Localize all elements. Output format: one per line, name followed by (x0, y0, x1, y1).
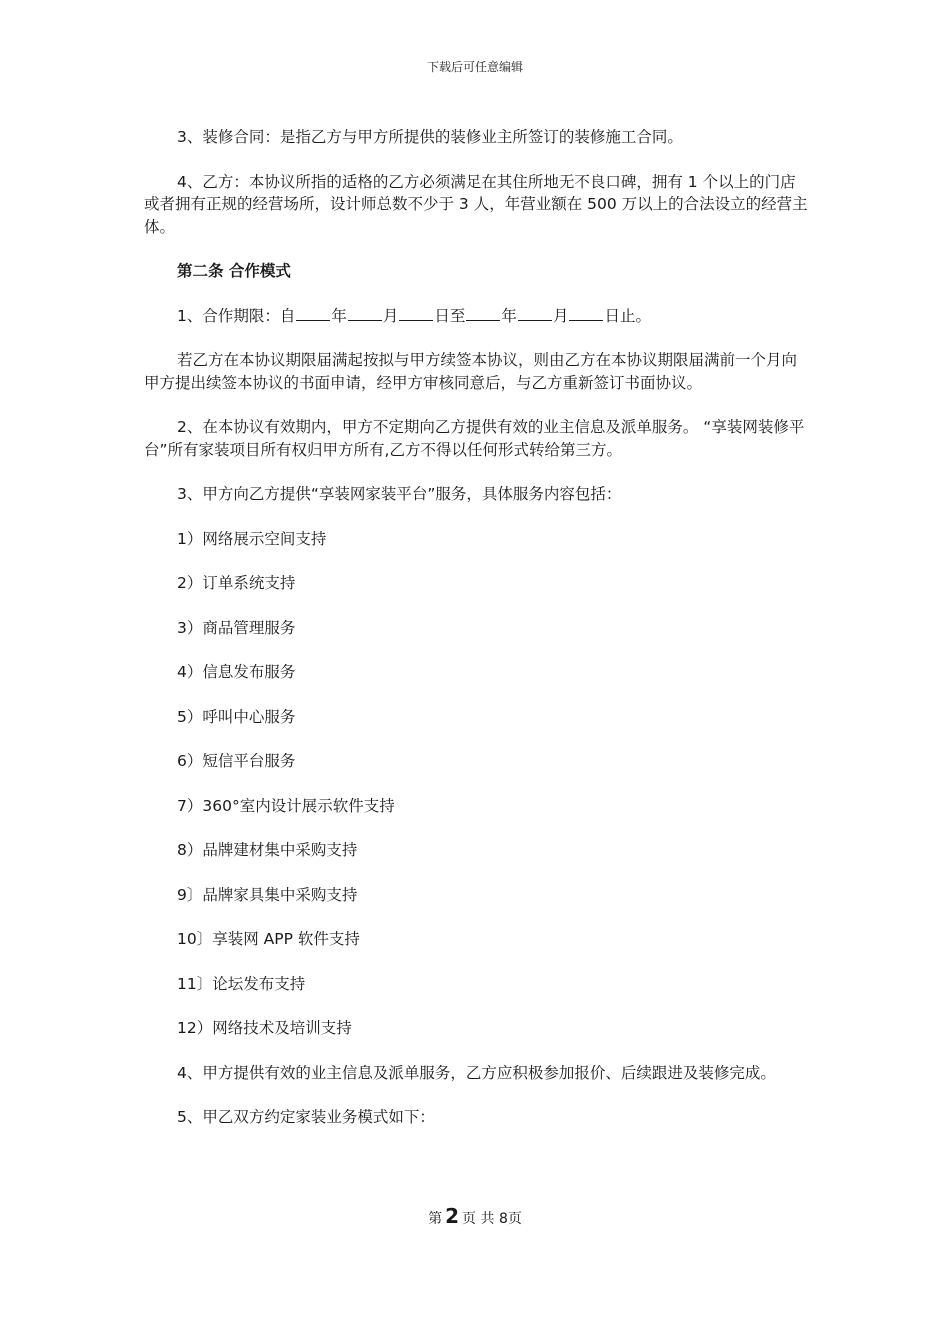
service-item: 8）品牌建材集中采购支持 (177, 841, 358, 859)
term-year2: 年 (501, 306, 517, 325)
page-number: 2 (445, 1204, 460, 1228)
total-pages: 8 (498, 1211, 508, 1227)
renewal-paragraph: 若乙方在本协议期限届满起按拟与甲方续签本协议，则由乙方在本协议期限届满前一个月向甲方提出续签本协议的书面申请，经甲方审核同意后，与乙方重新签订书面协议。 (144, 351, 798, 392)
blank-year-start (296, 306, 330, 321)
footer-post: 页 (507, 1211, 522, 1227)
blank-year-end (466, 306, 500, 321)
service-item: 2）订单系统支持 (177, 574, 296, 592)
service-item: 4）信息发布服务 (177, 663, 296, 681)
term-month1: 月 (382, 306, 399, 325)
service-item: 12）网络技术及培训支持 (177, 1019, 352, 1037)
clause-4-party-b: 4、乙方：本协议所指的适格的乙方必须满足在其住所地无不良口碑，拥有 1 个以上的门店或者拥有正规的经营场所，设计师总数不少于 3 人，年营业额在 500 万以上的合法设立的经营主体。 (144, 172, 808, 236)
service-item: 5）呼叫中心服务 (177, 707, 296, 726)
clause-4-lead-followup: 4、甲方提供有效的业主信息及派单服务，乙方应积极参加报价、后续跟进及装修完成。 (177, 1063, 776, 1082)
blank-day-end (569, 306, 603, 321)
clause-2-lead-service: 2、在本协议有效期内，甲方不定期向乙方提供有效的业主信息及派单服务。 “享装网装修平台”所有家装项目所有权归甲方所有,乙方不得以任何形式转给第三方。 (144, 418, 805, 459)
service-item: 6）短信平台服务 (177, 752, 296, 770)
blank-month-end (518, 306, 552, 321)
footer-mid: 页 共 (462, 1211, 495, 1227)
service-item: 10〕享装网 APP 软件支持 (177, 930, 360, 948)
service-item: 9〕品牌家具集中采购支持 (177, 885, 358, 904)
blank-month-start (348, 306, 382, 321)
service-item: 11〕论坛发布支持 (177, 974, 306, 993)
term-year1: 年 (331, 306, 347, 325)
cooperation-term-line (144, 305, 808, 328)
term-day-end: 日止。 (604, 306, 651, 325)
blank-day-start (399, 306, 433, 321)
service-item: 7）360°室内设计展示软件支持 (177, 796, 395, 815)
clause-5-business-model: 5、甲乙双方约定家装业务模式如下： (177, 1108, 435, 1126)
clause-3-platform-services: 3、甲方向乙方提供“享装网家装平台”服务，具体服务内容包括： (177, 485, 622, 503)
service-item: 1）网络展示空间支持 (177, 529, 327, 548)
service-item: 3）商品管理服务 (177, 618, 296, 637)
term-prefix: 1、合作期限：自 (177, 306, 296, 325)
term-day-to: 日至 (434, 306, 466, 325)
page-footer (0, 1204, 950, 1228)
term-month2: 月 (552, 306, 569, 325)
document-body (144, 126, 808, 1151)
footer-pre: 第 (428, 1211, 443, 1227)
clause-3-decoration-contract: 3、装修合同：是指乙方与甲方所提供的装修业主所签订的装修施工合同。 (177, 128, 683, 146)
article-2-heading: 第二条 合作模式 (177, 262, 291, 280)
page-header: 下载后可任意编辑 (426, 60, 523, 74)
